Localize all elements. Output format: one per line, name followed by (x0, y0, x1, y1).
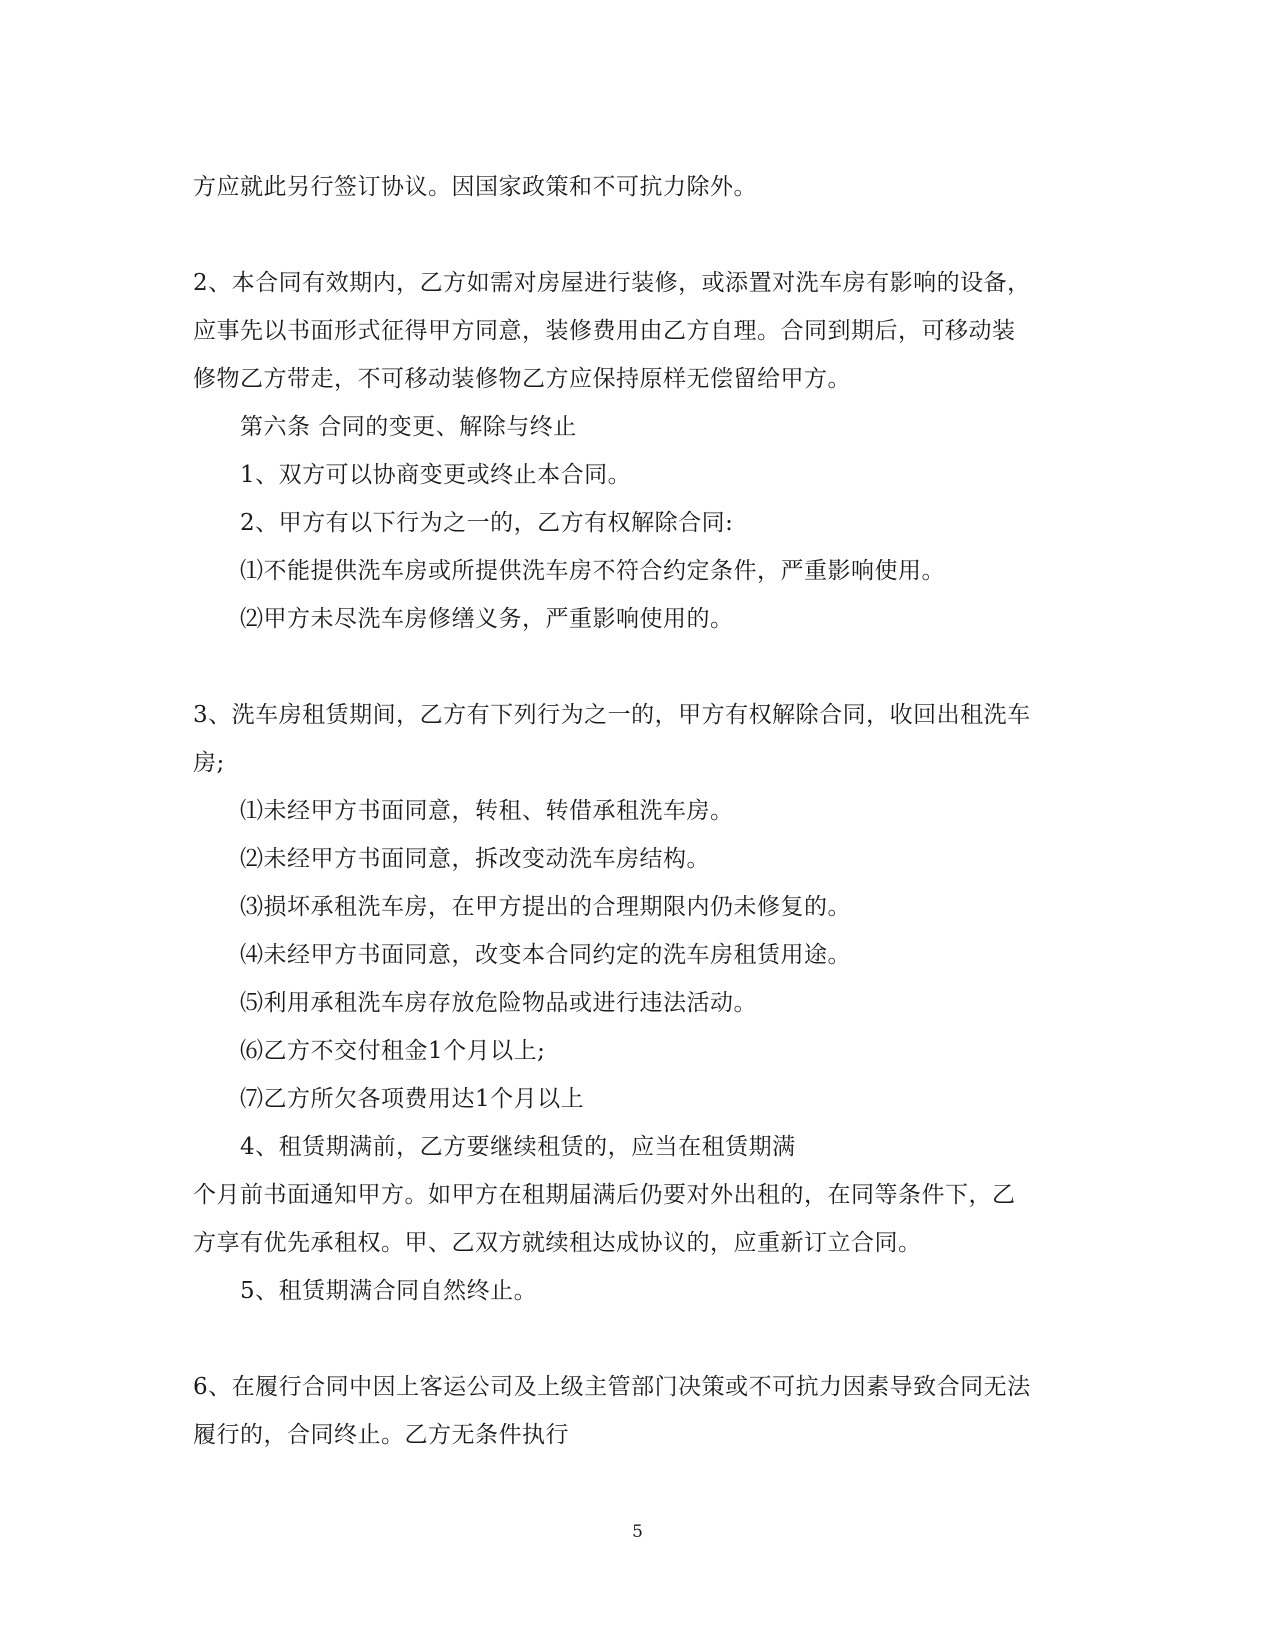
text-line: 履行的，合同终止。乙方无条件执行 (193, 1422, 569, 1448)
text-line: 4、租赁期满前，乙方要继续租赁的，应当在租赁期满 (240, 1134, 796, 1160)
text-line: 2、甲方有以下行为之一的，乙方有权解除合同: (240, 510, 734, 536)
text-line: 应事先以书面形式征得甲方同意，装修费用由乙方自理。合同到期后，可移动装 (193, 318, 1016, 344)
text-line: ⑵甲方未尽洗车房修缮义务，严重影响使用的。 (240, 606, 734, 632)
paragraph-gap (193, 1315, 1073, 1363)
text-line: ⑴不能提供洗车房或所提供洗车房不符合约定条件，严重影响使用。 (240, 558, 945, 584)
text-line: ⑺乙方所欠各项费用达1个月以上 (240, 1086, 585, 1112)
text-line: ⑵未经甲方书面同意，拆改变动洗车房结构。 (240, 846, 710, 872)
paragraph-gap (193, 211, 1073, 259)
text-line: 个月前书面通知甲方。如甲方在租期届满后仍要对外出租的，在同等条件下，乙 (193, 1182, 1016, 1208)
text-line: 2、本合同有效期内，乙方如需对房屋进行装修，或添置对洗车房有影响的设备， (193, 270, 1031, 296)
text-line: 5、租赁期满合同自然终止。 (240, 1278, 538, 1304)
text-line: 方享有优先承租权。甲、乙双方就续租达成协议的，应重新订立合同。 (193, 1230, 922, 1256)
text-line: ⑴未经甲方书面同意，转租、转借承租洗车房。 (240, 798, 734, 824)
text-line: 6、在履行合同中因上客运公司及上级主管部门决策或不可抗力因素导致合同无法 (193, 1374, 1031, 1400)
paragraph-gap (193, 643, 1073, 691)
text-line: 修物乙方带走，不可移动装修物乙方应保持原样无偿留给甲方。 (193, 366, 851, 392)
text-line: ⑶损坏承租洗车房，在甲方提出的合理期限内仍未修复的。 (240, 894, 851, 920)
body-text (193, 163, 1073, 1459)
text-line: ⑹乙方不交付租金1个月以上; (240, 1038, 546, 1064)
text-line: 3、洗车房租赁期间，乙方有下列行为之一的，甲方有权解除合同，收回出租洗车 (193, 702, 1031, 728)
text-line: ⑷未经甲方书面同意，改变本合同约定的洗车房租赁用途。 (240, 942, 851, 968)
text-line: 方应就此另行签订协议。因国家政策和不可抗力除外。 (193, 174, 757, 200)
text-line: ⑸利用承租洗车房存放危险物品或进行违法活动。 (240, 990, 757, 1016)
text-line: 第六条 合同的变更、解除与终止 (240, 414, 577, 440)
text-line: 房; (193, 750, 225, 776)
page-number: 5 (632, 1522, 643, 1542)
text-line: 1、双方可以协商变更或终止本合同。 (240, 462, 632, 488)
